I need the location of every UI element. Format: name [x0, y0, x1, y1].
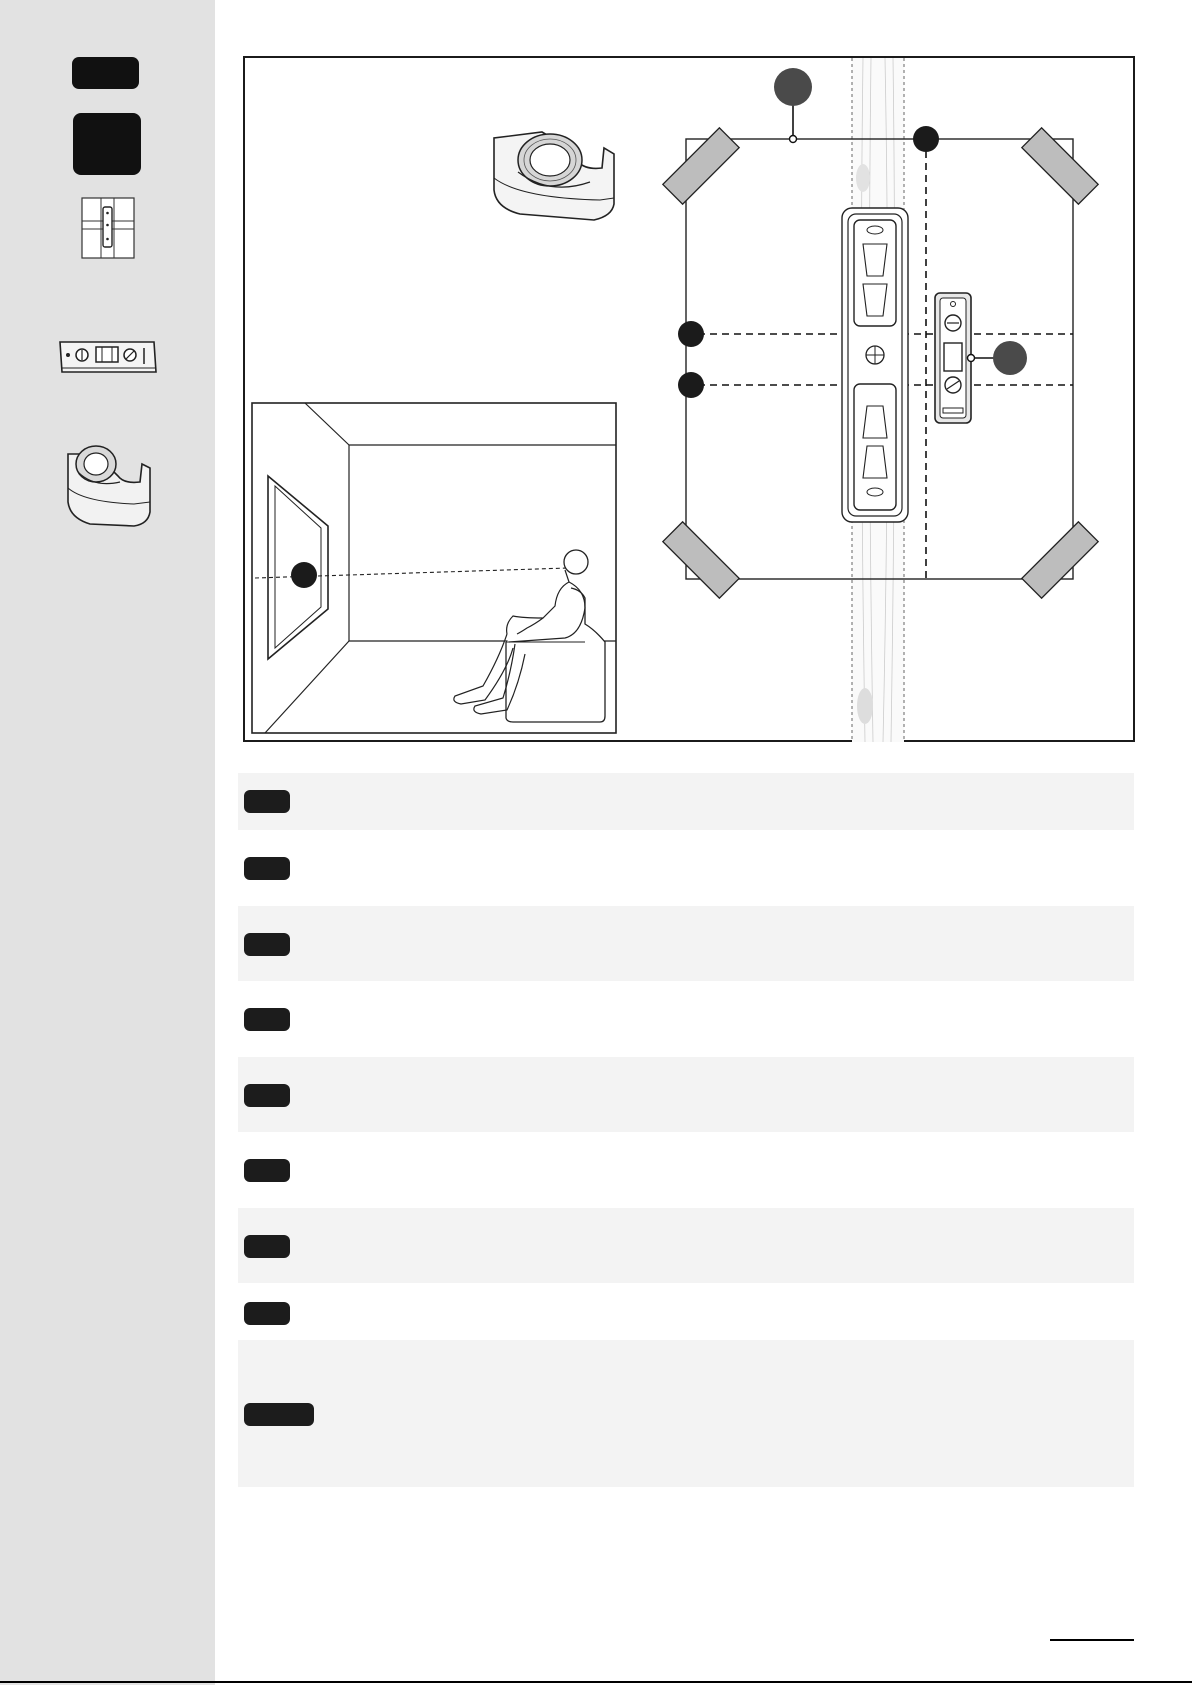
tape-dispenser-illustration [494, 132, 614, 220]
step-row-8 [238, 1283, 1134, 1340]
vertical-spirit-level [842, 208, 908, 522]
callout-top-dark [913, 126, 939, 152]
step-row-3 [238, 906, 1134, 981]
tape-strip-bottom-right [1022, 522, 1098, 598]
step-row-2 [238, 830, 1134, 906]
step-badge-1 [244, 790, 290, 813]
sidebar [0, 0, 215, 1685]
bottom-rule [0, 1681, 1192, 1683]
step-badge-4 [244, 1008, 290, 1031]
callout-left-upper [678, 321, 704, 347]
spirit-level-icon [58, 338, 158, 376]
step-badge-8 [244, 1302, 290, 1325]
callout-left-lower [678, 372, 704, 398]
step-row-1 [238, 773, 1134, 830]
figure-illustration [245, 58, 1137, 744]
step-row-9 [238, 1340, 1134, 1487]
callout-eye-level [291, 562, 317, 588]
step-badge-9 [244, 1403, 314, 1426]
step-row-4 [238, 981, 1134, 1057]
sidebar-tab-square [73, 113, 141, 175]
callout-top-grey [774, 68, 812, 143]
step-badge-5 [244, 1084, 290, 1107]
stud-grid-icon [81, 197, 135, 259]
instruction-figure [243, 56, 1135, 742]
callout-right-grey [968, 341, 1028, 375]
sidebar-label-pill [72, 57, 139, 89]
tape-dispenser-icon [64, 442, 154, 530]
step-badge-6 [244, 1159, 290, 1182]
step-badge-7 [244, 1235, 290, 1258]
inset-viewing-height [252, 403, 616, 733]
torpedo-level [935, 293, 971, 423]
step-row-5 [238, 1057, 1134, 1132]
step-badge-3 [244, 933, 290, 956]
step-badge-2 [244, 857, 290, 880]
step-row-7 [238, 1208, 1134, 1283]
page-number-rule [1050, 1639, 1134, 1641]
step-row-6 [238, 1132, 1134, 1208]
tape-strip-bottom-left [663, 522, 739, 598]
